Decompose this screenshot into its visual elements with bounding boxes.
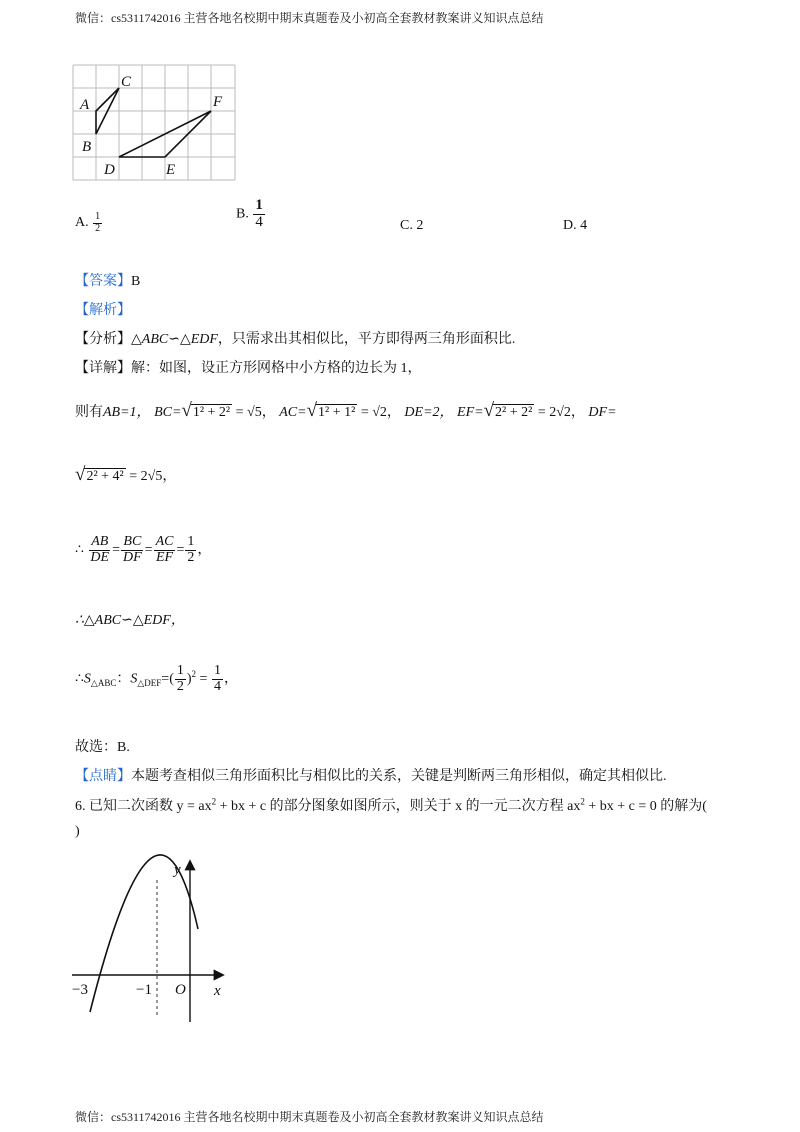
x-axis-label: x xyxy=(214,983,221,999)
analysis-tag: 【解析】 xyxy=(75,303,131,318)
label-F: F xyxy=(213,94,223,110)
df-line: √2² + 4² = 2√5， xyxy=(75,464,177,485)
option-c[interactable]: C. 2 xyxy=(400,218,424,233)
grid-figure xyxy=(72,64,238,184)
label-B: B xyxy=(82,139,92,155)
label-A: A xyxy=(80,97,90,113)
label-D: D xyxy=(104,162,115,178)
page-footer: 微信：cs5311742016 主营各地名校期中期末真题卷及小初高全套教材教案讲义知识点总结 xyxy=(75,1110,544,1124)
option-d[interactable]: D. 4 xyxy=(563,218,588,233)
question-6-close: ) xyxy=(75,824,80,839)
fenxi-line: 【分析】△ABC∽△EDF，只需求出其相似比，平方即得两三角形面积比. xyxy=(75,332,516,347)
page-header: 微信：cs5311742016 主营各地名校期中期末真题卷及小初高全套教材教案讲义知识点总结 xyxy=(75,11,544,25)
choose-line: 故选：B. xyxy=(75,740,130,755)
parabola-graph xyxy=(70,852,235,1027)
option-b[interactable]: B. $\frac{1}{4}$ xyxy=(236,197,263,230)
tick-minus-3: −3 xyxy=(72,982,88,998)
xiangjie-line: 【详解】解：如图，设正方形网格中小方格的边长为 1， xyxy=(75,361,422,376)
question-6: 6. 已知二次函数 $y = ax^2$ + bx + c 的部分图象如图所示，则关于 x 的一元二次方程 $ax^2$ + bx + c = 0 的解为( xyxy=(75,796,707,814)
origin-label: O xyxy=(175,982,186,998)
calc-line: 则有AB=1， BC=√1² + 2² = √5， AC=√1² + 1² = √2， DE=2， EF=√2² + 2² = 2√2， DF= xyxy=(75,400,617,421)
label-E: E xyxy=(166,162,176,178)
similar-line: ∴△ABC∽△EDF， xyxy=(75,613,185,628)
label-C: C xyxy=(121,74,132,90)
tick-minus-1: −1 xyxy=(136,982,152,998)
answer-line: 【答案】B xyxy=(75,274,141,289)
area-line: $\therefore S_{\triangle ABC}$：$S_{\triangle DEF}=$( $\frac{1}{2}$ )$^2$ = $\frac{1}{4}$ ， xyxy=(75,663,238,694)
option-a[interactable]: A. $\frac{1}{2}$ xyxy=(75,211,101,234)
dianjing-line: 【点睛】本题考查相似三角形面积比与相似比的关系，关键是判断两三角形相似，确定其相似比. xyxy=(75,769,667,784)
ratio-line: ∴ $\frac{AB}{DE}$ = $\frac{BC}{DF}$ = $\frac{AC}{EF}$ = $\frac{1}{2}$ ， xyxy=(75,534,212,565)
y-axis-label: y xyxy=(174,862,181,878)
